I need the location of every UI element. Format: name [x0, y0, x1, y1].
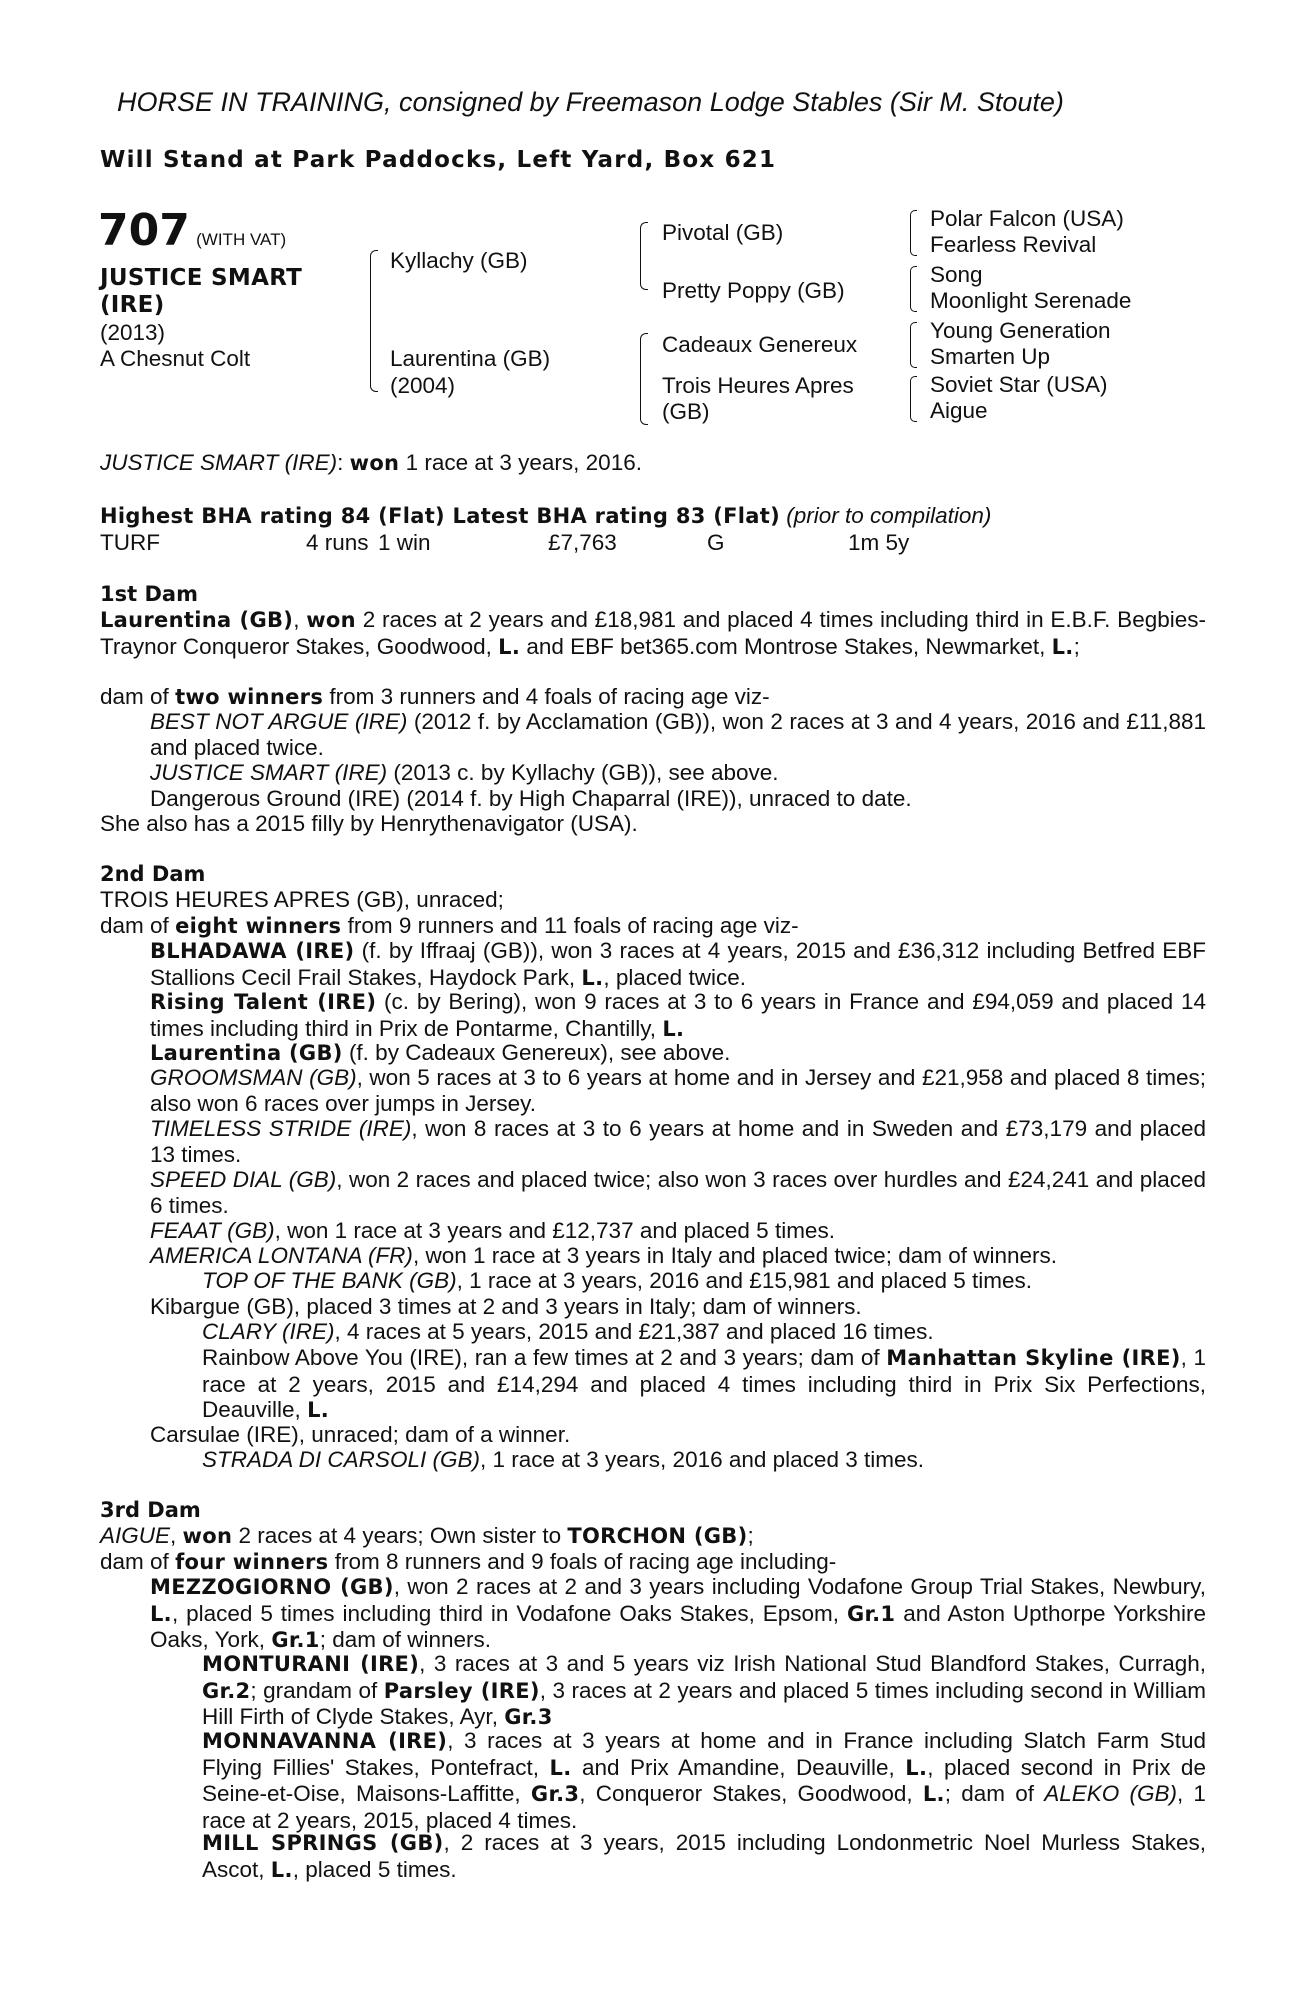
offspring-10a-text: , 1 race at 3 years, 2016 and placed 3 times. [479, 1447, 924, 1472]
offspring-2-text: (c. by Bering), won 9 races at 3 to 6 years in France and £94,059 and placed 14 times including third in Prix de Pontarme, Chantilly, [150, 989, 1206, 1041]
rating-text: Highest BHA rating 84 (Flat) Latest BHA rating 83 (Flat) [100, 504, 781, 528]
third-dam-intro: AIGUE, won 2 races at 4 years; Own sister to TORCHON (GB); [100, 1523, 754, 1548]
pedigree-brace-4 [910, 210, 917, 256]
first-dam-won: won [306, 608, 356, 632]
offspring-9b-text2: , 1 race at 2 years, 2015 and £14,294 and placed 4 times including third in Prix Six Perfections, Deauville, [202, 1345, 1206, 1422]
third-dam-won: won [182, 1524, 233, 1548]
offspring-4-name: GROOMSMAN (GB) [150, 1065, 357, 1090]
m3-text4: , Conqueror Stakes, Goodwood, [579, 1781, 913, 1806]
offspring-9a [202, 1319, 1308, 1345]
offspring-9a-name: CLARY (IRE) [202, 1319, 335, 1344]
dam-of-bold-1: two winners [175, 685, 324, 709]
offspring-8-name: AMERICA LONTANA (FR) [150, 1243, 413, 1268]
progeny-1-name: BEST NOT ARGUE (IRE) [150, 709, 408, 734]
first-dam-listed-2: L. [1051, 634, 1074, 659]
record-rest: 1 race at 3 years, 2016. [405, 450, 642, 475]
m2-gr: Gr.2 [202, 1678, 251, 1703]
m2-bold: Parsley (IRE) [383, 1678, 540, 1703]
pedigree-dam-dam-1: Trois Heures Apres [662, 373, 854, 398]
dam-of-post-3: from 8 runners and 9 foals of racing age including- [334, 1549, 837, 1574]
turf-label: TURF [100, 530, 160, 555]
offspring-3-name: Laurentina (GB) [150, 1041, 343, 1065]
first-dam-end: ; [1073, 633, 1080, 659]
third-dam-text1: 2 races at 4 years; Own sister to [238, 1523, 562, 1548]
pedigree-g7: Soviet Star (USA) [930, 372, 1108, 397]
offspring-7-name: FEAAT (GB) [150, 1218, 275, 1243]
first-dam-heading: 1st Dam [100, 582, 198, 606]
progeny-2 [150, 760, 1256, 786]
m3-it: ALEKO (GB) [1044, 1781, 1177, 1806]
pedigree-dam-sire: Cadeaux Genereux [662, 332, 858, 357]
offspring-8a-name: TOP OF THE BANK (GB) [202, 1268, 457, 1293]
dam-of-bold-3: four winners [175, 1550, 329, 1574]
m3-text2: and Prix Amandine, Deauville, [581, 1754, 895, 1780]
dam-of-pre-3: dam of [100, 1549, 169, 1574]
record-horse-name: JUSTICE SMART (IRE) [100, 450, 338, 475]
lot-number-block [98, 205, 287, 256]
page-title: HORSE IN TRAINING, consigned by Freemason Lodge Stables (Sir M. Stoute) [117, 87, 1064, 117]
m2-gr3: Gr.3 [504, 1705, 553, 1729]
second-dam-heading: 2nd Dam [100, 862, 206, 886]
offspring-1-text: (f. by Iffraaj (GB)), won 3 races at 4 years, 2015 and £36,312 including Betfred EBF Stallions Cecil Frail Stakes, Haydock Park, [150, 938, 1206, 990]
third-dam-dam-of [100, 1549, 1206, 1576]
offspring-3-text: (f. by Cadeaux Genereux), see above. [348, 1040, 731, 1065]
third-dam-heading: 3rd Dam [100, 1498, 201, 1522]
m2-text1: , 3 races at 3 and 5 years viz Irish National Stud Blandford Stakes, Curragh, [419, 1651, 1206, 1676]
turf-going: G [707, 530, 725, 555]
offspring-1: BLHADAWA (IRE) (f. by Iffraaj (GB)), won 3 races at 4 years, 2015 and £36,312 including Betfred EBF Stallions Cecil Frail Stakes, Haydock Park, L., placed twice. [150, 938, 1206, 990]
offspring-6 [150, 1167, 1206, 1218]
pedigree-brace-2 [640, 222, 648, 290]
m3-name: MONNAVANNA (IRE) [202, 1729, 448, 1753]
dam-of-pre-1: dam of [100, 684, 169, 709]
pedigree-sire-dam: Pretty Poppy (GB) [662, 278, 845, 303]
dam-of-bold-2: eight winners [175, 914, 342, 938]
progeny-1 [150, 709, 1206, 760]
pedigree-g2: Fearless Revival [930, 232, 1097, 257]
pedigree-g4: Moonlight Serenade [930, 288, 1132, 313]
pedigree-g3: Song [930, 262, 983, 287]
progeny-1-text: (2012 f. by Acclamation (GB)), won 2 races at 3 and 4 years, 2016 and £11,881 and placed twice. [150, 709, 1206, 760]
offspring-2-name: Rising Talent (IRE) [150, 990, 377, 1014]
offspring-10a [202, 1447, 1308, 1473]
progeny-2-text: (2013 c. by Kyllachy (GB)), see above. [393, 760, 779, 785]
offspring-1-name: BLHADAWA (IRE) [150, 939, 355, 963]
offspring-6-text: , won 2 races and placed twice; also won 3 races over hurdles and £24,241 and placed 6 times. [150, 1167, 1206, 1218]
second-dam-intro: TROIS HEURES APRES (GB), unraced; [100, 887, 504, 912]
m3-text5: ; dam of [944, 1781, 1034, 1806]
dam-of-post-2: from 9 runners and 11 foals of racing age viz- [347, 913, 799, 938]
first-dam-name: Laurentina (GB) [100, 608, 294, 632]
rating-note: (prior to compilation) [786, 503, 992, 528]
m1-name: MEZZOGIORNO (GB) [150, 1575, 394, 1599]
first-dam-dam-of [100, 684, 1206, 711]
pedigree-g8: Aigue [930, 398, 988, 423]
progeny-2-name: JUSTICE SMART (IRE) [150, 760, 388, 785]
pedigree-brace-7 [910, 376, 917, 422]
offspring-4-text: , won 5 races at 3 to 6 years at home and in Jersey and £21,958 and placed 8 times; also won 6 races over jumps in Jersey. [150, 1065, 1207, 1116]
location-line: Will Stand at Park Paddocks, Left Yard, Box 621 [100, 147, 777, 173]
offspring-7-text: , won 1 race at 3 years and £12,737 and placed 5 times. [274, 1218, 835, 1243]
offspring-9b-text1: Rainbow Above You (IRE), ran a few times at 2 and 3 years; dam of [202, 1345, 880, 1370]
third-dam-offspring-1: MEZZOGIORNO (GB), won 2 races at 2 and 3 years including Vodafone Group Trial Stakes, Newbury, L., placed 5 times including third in Vodafone Oaks Stakes, Epsom, Gr.1 and Aston Upthorpe Yorkshire Oaks, York, Gr.1; dam of winners. [150, 1574, 1206, 1652]
first-dam-also: She also has a 2015 filly by Henrythenavigator (USA). [100, 811, 638, 836]
pedigree-brace-5 [910, 266, 917, 312]
third-dam-name: AIGUE [100, 1523, 171, 1548]
m2-text3: , 3 races at 2 years and placed 5 times including second in William Hill Firth of Clyde Stakes, Ayr, [202, 1677, 1206, 1729]
dam-of-post-1: from 3 runners and 4 foals of racing age viz- [329, 684, 770, 709]
first-dam-text1: 2 races at 2 years and £18,981 and placed 4 times including third in E.B.F. Begbies-Traynor Conqueror Stakes, Goodwood, [100, 607, 1206, 659]
progeny-3: Dangerous Ground (IRE) (2014 f. by High Chaparral (IRE)), unraced to date. [150, 786, 912, 811]
m4-text1: , 2 races at 3 years, 2015 including Londonmetric Noel Murless Stakes, Ascot, [202, 1830, 1206, 1882]
offspring-9a-text: , 4 races at 5 years, 2015 and £21,387 and placed 16 times. [334, 1319, 934, 1344]
third-dam-offspring-2 [202, 1651, 1206, 1731]
m4-text2: , placed 5 times. [292, 1856, 457, 1882]
horse-description: A Chesnut Colt [100, 346, 251, 371]
offspring-4 [150, 1065, 1206, 1116]
turf-earnings: £7,763 [548, 530, 617, 555]
first-dam-text2: and EBF bet365.com Montrose Stakes, Newmarket, [526, 633, 1046, 659]
offspring-1-end: , placed twice. [603, 964, 746, 990]
second-dam-dam-of [100, 913, 1206, 940]
offspring-8 [150, 1243, 1256, 1269]
first-dam-listed-1: L. [498, 634, 521, 659]
pedigree-g1: Polar Falcon (USA) [930, 206, 1124, 231]
pedigree-dam-year: (2004) [390, 373, 456, 398]
pedigree-dam-dam-2: (GB) [662, 399, 710, 424]
pedigree-g5: Young Generation [930, 318, 1111, 343]
race-record: JUSTICE SMART (IRE): won 1 race at 3 years, 2016. [100, 450, 642, 475]
pedigree-sire: Kyllachy (GB) [390, 248, 528, 273]
offspring-8-text: , won 1 race at 3 years in Italy and placed twice; dam of winners. [412, 1243, 1058, 1268]
offspring-8a-text: , 1 race at 3 years, 2016 and £15,981 and placed 5 times. [456, 1268, 1033, 1293]
m1-text3: and Aston Upthorpe Yorkshire Oaks, York, [150, 1600, 1206, 1652]
offspring-8a [202, 1268, 1308, 1294]
offspring-2: Rising Talent (IRE) (c. by Bering), won 9 races at 3 to 6 years in France and £94,059 and placed 14 times including third in Prix de Pontarme, Chantilly, L. [150, 989, 1206, 1041]
offspring-5-text: , won 8 races at 3 to 6 years at home and in Sweden and £73,179 and placed 13 times. [150, 1116, 1206, 1167]
m2-name: MONTURANI (IRE) [202, 1652, 420, 1676]
third-dam-end: ; [747, 1523, 754, 1548]
pedigree-brace-6 [910, 322, 917, 368]
m1-gr1-b: Gr.1 [271, 1628, 320, 1652]
dam-of-pre-2: dam of [100, 913, 169, 938]
pedigree-brace-3 [640, 333, 648, 425]
offspring-5 [150, 1116, 1206, 1167]
rating-line [100, 503, 1206, 530]
turf-distance: 1m 5y [848, 530, 910, 555]
offspring-10: Carsulae (IRE), unraced; dam of a winner. [150, 1422, 571, 1447]
m1-text1: , won 2 races at 2 and 3 years including Vodafone Group Trial Stakes, Newbury, [393, 1574, 1206, 1599]
third-dam-offspring-3: MONNAVANNA (IRE), 3 races at 3 years at home and in France including Slatch Farm Stud Flying Fillies' Stakes, Pontefract, L. and Prix Amandine, Deauville, L., placed second in Prix de Seine-et-Oise, Maisons-Laffitte, Gr.3, Conqueror Stakes, Goodwood, L.; dam of ALEKO (GB), 1 race at 2 years, 2015, placed 4 times. [202, 1728, 1206, 1833]
m1-text2: , placed 5 times including third in Vodafone Oaks Stakes, Epsom, [171, 1600, 840, 1626]
pedigree-brace-1 [370, 250, 378, 392]
offspring-10a-name: STRADA DI CARSOLI (GB) [202, 1447, 480, 1472]
m3-text3: , placed second in Prix de Seine-et-Oise, Maisons-Laffitte, [202, 1754, 1206, 1806]
vat-note: (WITH VAT) [196, 230, 287, 249]
offspring-7 [150, 1218, 1256, 1244]
horse-name-country: (IRE) [100, 292, 165, 318]
third-dam-sister: TORCHON (GB) [567, 1524, 748, 1548]
offspring-3 [150, 1040, 1256, 1067]
offspring-9: Kibargue (GB), placed 3 times at 2 and 3 years in Italy; dam of winners. [150, 1294, 862, 1319]
m4-name: MILL SPRINGS (GB) [202, 1831, 444, 1855]
m1-text4: ; dam of winners. [319, 1627, 492, 1652]
m3-text6: , 1 race at 2 years, 2015, placed 4 times. [202, 1781, 1206, 1833]
offspring-9b: Rainbow Above You (IRE), ran a few times at 2 and 3 years; dam of Manhattan Skyline (IRE), 1 race at 2 years, 2015 and £14,294 and placed 4 times including third in Prix Six Perfections, Deauville, L. [202, 1345, 1206, 1422]
pedigree-g6: Smarten Up [930, 344, 1051, 369]
m3-text1: , 3 races at 3 years at home and in France including Slatch Farm Stud Flying Fillies' Stakes, Pontefract, [202, 1728, 1206, 1780]
pedigree-dam: Laurentina (GB) [390, 346, 551, 371]
turf-wins: 1 win [378, 530, 431, 555]
offspring-5-name: TIMELESS STRIDE (IRE) [150, 1116, 412, 1141]
third-dam-offspring-4: MILL SPRINGS (GB), 2 races at 3 years, 2015 including Londonmetric Noel Murless Stakes, Ascot, L., placed 5 times. [202, 1830, 1206, 1882]
turf-runs: 4 runs [306, 530, 369, 555]
pedigree-sire-sire: Pivotal (GB) [662, 220, 784, 245]
m1-gr1: Gr.1 [846, 1601, 896, 1626]
lot-number: 707 [98, 205, 190, 256]
horse-name: JUSTICE SMART [100, 265, 303, 291]
horse-year: (2013) [100, 320, 166, 345]
offspring-9b-name: Manhattan Skyline (IRE) [886, 1346, 1181, 1370]
first-dam-paragraph: Laurentina (GB), won 2 races at 2 years and £18,981 and placed 4 times including third in E.B.F. Begbies-Traynor Conqueror Stakes, Goodwood, L. and EBF bet365.com Montrose Stakes, Newmarket, L.; [100, 607, 1206, 659]
m2-text2: ; grandam of [250, 1677, 378, 1703]
record-won: won [349, 451, 400, 475]
m3-gr3: Gr.3 [530, 1782, 580, 1806]
offspring-6-name: SPEED DIAL (GB) [150, 1167, 337, 1192]
